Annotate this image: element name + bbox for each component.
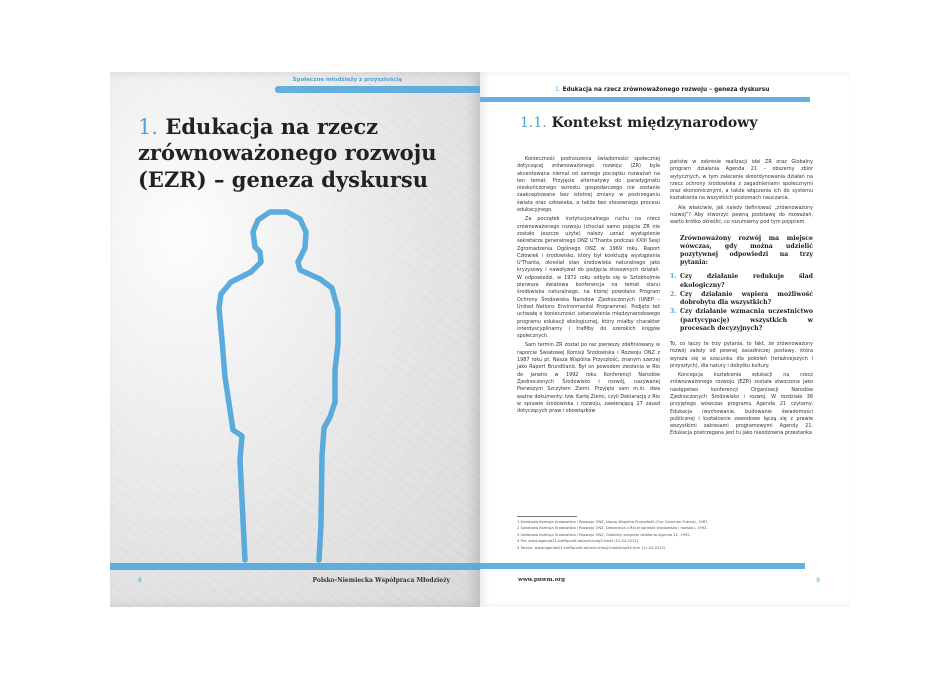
running-head-number: 1. <box>555 87 561 93</box>
list-item <box>670 273 813 289</box>
paragraph: Koncepcja kształcenia edukacji na rzecz zrównoważonego rozwoju (EZR) została stworzona jako następstwo konferencji Organizacji Narodów Zjednoczonych Środowisko i rozwój. W rozdziale 36 przyjętego wówczas programu Agenda 21 czytamy: Edukacja (wychowanie, budowanie świadomości publicznej i kształcenie zawodowe łączą się z prawie wszystkimi zakresami programowymi Agendy 21. Edukacja postrzegana jest tu jako nieodzowna przestanka <box>670 372 813 437</box>
publisher-name: Polsko-Niemiecka Współpraca Młodzieży <box>312 577 450 584</box>
question-text: Czy działanie wzmacnia uczestnictwo (partycypację) wszystkich w procesach decyzyjnych? <box>680 308 813 332</box>
question-number: 2. <box>670 290 677 298</box>
footnote: 1 Światowa Komisja Środowiska i Rozwoju ONZ, Nasza Wspólna Przyszłość (Our Common Future), 1987. <box>517 520 709 524</box>
section-number: 1.1. <box>520 115 547 131</box>
paragraph: Konieczność podnoszenia świadomości społecznej dotyczącej zrównoważonego rozwoju (ZR) była akcentowana niemal od samego początku rozważań na ten temat. Przyjęcie alternatywy do paradygmatu nieskończonego wzrostu gospodarczego nie zostanie zaakceptowane bez istotnej zmiany w postrzeganiu świata oraz człowieka, a także bez stosownego procesu edukacyjnego. <box>517 156 660 214</box>
question-number: 1. <box>670 273 677 281</box>
paragraph: Sam termin ZR został po raz pierwszy zdefiniowany w raporcie Światowej Komisji Środowiska i Rozwoju ONZ z 1987 roku pt. Nasza Wspólna Przyszłość, znanym szerzej jako Raport Brundtland. Był on powodem zwołania w Rio de Janeiro w 1992 roku Konferencji Narodów Zjednoczonych Środowisko i rozwój, nazywanej Pierwszym Szczytem Ziemi. Przyjęto sam m.in. dwa ważne dokumenty: tzw. Kartę Ziemi, czyli Deklarację z Rio w sprawie środowiska i rozwoju, zawierającą 27 zasad dotyczących praw i obowiązków <box>517 342 660 415</box>
list-item <box>670 291 813 307</box>
text-column-2 <box>670 159 813 440</box>
footnote: 4 Por. www.agenda21-treffpunkt.de/archiv/ag21doki (11.04.2012). <box>517 539 640 544</box>
list-item <box>670 308 813 333</box>
running-head <box>555 87 769 93</box>
right-page <box>480 72 850 607</box>
questions-list <box>670 273 813 332</box>
questions-intro: Zrównoważony rozwój ma miejsce wówczas, gdy można udzielić pozytywnej odpowiedzi na trzy pytania: <box>680 234 813 267</box>
page-number: 8 <box>138 577 142 584</box>
paragraph: To, co łączy te trzy pytania, to fakt, że zrównoważony rozwój zależy od pewnej zasadniczej postawy, która wyraża się w szacunku dla pokoleń (teraźniejszych i przyszłych), dla natury i dobytku kultury. <box>670 340 813 369</box>
website-url: www.pnwm.org <box>518 577 566 583</box>
bottom-brush-stroke <box>480 563 805 569</box>
footnote: 5 Tamże, www.agenda21-treffpunkt.de/archiv/ag21doki/kap36.htm (11.04.2012). <box>517 545 667 550</box>
paragraph: Za początek instytucjonalnego ruchu na rzecz zrównoważonego rozwoju (chociaż samo pojęcie ZR nie zostało jeszcze użyte) należy uznać wystąpienie sekretarza generalnego ONZ U'Thanta podczas XXIII Sesji Zgromadzenia Ogólnego ONZ w 1969 roku. Raport Człowiek i środowisko, który był konkluzją wystąpienia U'Thanta, określał stan środowiska naturalnego jako kryzysowy i nawoływał do podjęcia stosownych działań. W odpowiedzi, w 1972 roku odbyła się w Sztokholmie pierwsza światowa konferencja na temat stanu środowiska naturalnego, na której powołano Program Ochrony Środowiska Narodów Zjednoczonych (UNEP – United Nations Environmental Programme). Podjęto też uchwałę o konieczności ustanowienia międzynarodowego programu edukacji ekologicznej, który miałby charakter interdyscyplinarny i trafiłby do szerokich kręgów społecznych. <box>517 216 660 340</box>
running-head-title: Edukacja na rzecz zrównoważonego rozwoju – geneza dyskursu <box>562 87 770 93</box>
text-column-1 <box>517 156 660 417</box>
question-number: 3. <box>670 308 677 316</box>
section-title-text: Kontekst międzynarodowy <box>551 115 758 131</box>
top-brush-stroke <box>480 97 810 102</box>
chapter-title-text: Edukacja na rzecz zrównoważonego rozwoju (EZR) – geneza dyskursu <box>138 114 437 192</box>
page-number: 9 <box>816 577 820 584</box>
bottom-brush-stroke <box>110 563 480 570</box>
footnotes <box>517 519 807 551</box>
footnote: 2 Światowa Komisja Środowiska i Rozwoju ONZ, Deklaracja z Rio w sprawie środowiska i rozwoju, 1992. <box>517 526 708 531</box>
footnote: 3 Światowa Komisja Środowiska i Rozwoju ONZ, Globalny program działania Agenda 21, 1992. <box>517 532 691 537</box>
chapter-number: 1. <box>138 115 159 139</box>
footnote-divider <box>517 516 577 517</box>
section-title <box>520 115 757 131</box>
running-head: Społeczne młodzieży z przyszłością <box>292 77 402 83</box>
question-text: Czy działanie redukuje ślad ekologiczny? <box>680 273 813 289</box>
left-page <box>110 72 481 607</box>
paragraph: państw w zakresie realizacji idei ZR oraz Globalny program działania Agenda 21 – obszerny zbiór wytycznych, w tym zalecenie skoordynowania działań na rzecz ochrony środowiska z zagadnieniami społecznymi oraz ekonomicznymi, a także włączenia ich do systemu kształcenia na wszystkich poziomach nauczania. <box>670 159 813 202</box>
paragraph: Ale właściwie, jak należy definiować „zrównoważony rozwój”? Aby stworzyć pewną podstawę do rozważań, warto krótko określić, co rozumiemy pod tym pojęciem. <box>670 204 813 226</box>
human-silhouette-illustration <box>110 72 480 607</box>
question-text: Czy działanie wspiera możliwość dobrobytu dla wszystkich? <box>680 290 813 307</box>
